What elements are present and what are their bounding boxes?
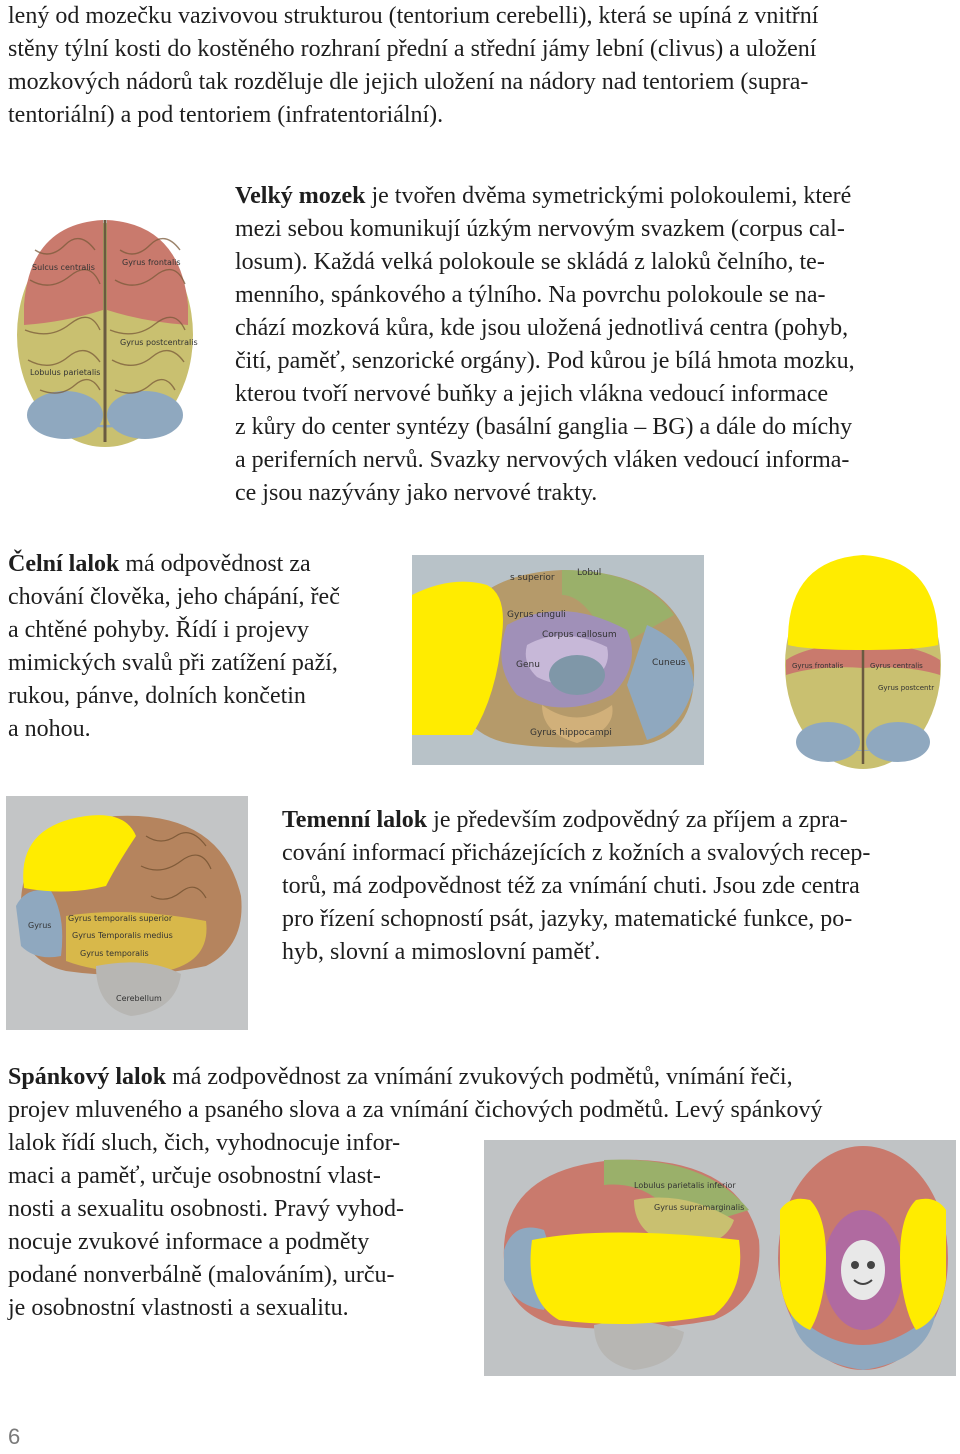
frontal-line: mimických svalů při zatížení paží, [8,650,338,676]
brain-lateral-illustration [6,796,248,1030]
label-gyrus-temporalis: Gyrus temporalis [80,949,149,958]
label-sulcus: Sulcus centralis [32,263,95,272]
cerebrum-line: čití, paměť, senzorické orgány). Pod kůrou je bílá hmota mozku, [235,348,855,374]
label-lobulus: Lobulus parietalis [30,368,101,377]
frontal-line: a nohou. [8,716,91,742]
label-cuneus: Cuneus [652,658,686,668]
parietal-paragraph [282,804,950,969]
parietal-line: hyb, slovní a mimoslovní paměť. [282,939,601,965]
brain-medial-illustration [412,555,704,765]
label-gyrus-temporalis-medius: Gyrus Temporalis medius [72,931,173,940]
frontal-term: Čelní lalok [8,551,120,577]
temporal-term: Spánkový lalok [8,1064,167,1090]
brain-temporal-lateral-figure [484,1140,770,1376]
brain-top-view-illustration [10,210,200,450]
cerebrum-term: Velký mozek [235,183,366,209]
temporal-paragraph-narrow [8,1127,452,1325]
label-genu: Genu [516,660,540,670]
label-gyrus-postcentr: Gyrus postcentr [878,684,935,692]
parietal-line: torů, má zodpovědnost též za vnímání chuti. Jsou zde centra [282,873,860,899]
label-gyrus-cinguli: Gyrus cinguli [507,610,566,620]
cerebrum-paragraph [235,180,951,510]
frontal-paragraph [8,548,382,746]
temporal-line: je osobnostní vlastnosti a sexualitu. [8,1295,349,1321]
label-gyrus-temporalis-superior: Gyrus temporalis superior [68,914,173,923]
cerebrum-line: mezi sebou komunikují úzkým nervovým svazkem (corpus cal- [235,216,845,242]
frontal-line: chování člověka, jeho chápání, řeč [8,584,340,610]
parietal-line: pro řízení schopností psát, jazyky, matematické funkce, po- [282,906,853,932]
intro-paragraph [8,0,952,132]
cerebrum-line: chází mozková kůra, kde jsou uložená jednotlivá centra (pohyb, [235,315,849,341]
temporal-line: podané nonverbálně (malováním), urču- [8,1262,395,1288]
temporal-line: projev mluveného a psaného slova a za vnímání čichových podmětů. Levý spánkový [8,1097,823,1123]
temporal-line: nosti a sexualitu osobnosti. Pravý vyhod- [8,1196,404,1222]
temporal-paragraph-wide [8,1061,950,1127]
frontal-line: a chtěné pohyby. Řídí i projevy [8,617,310,643]
cerebrum-line: a periferních nervů. Svazky nervových vláken vedoucí informa- [235,447,850,473]
label-gyrus-hippocampi: Gyrus hippocampi [530,728,612,738]
label-corpus-callosum: Corpus callosum [542,630,617,640]
label-lobul: Lobul [577,568,602,578]
intro-line: stěny týlní kosti do kostěného rozhraní přední a střední jámy lební (clivus) a uložení [8,36,817,62]
temporal-line: lalok řídí sluch, čich, vyhodnocuje infor- [8,1130,401,1156]
brain-top-view-figure [10,210,200,450]
cerebrum-line: kterou tvoří nervové buňky a jejich vlákna vedoucí informace [235,381,829,407]
brain-top-highlighted-illustration [778,550,948,772]
intro-line: mozkových nádorů tak rozděluje dle jejich uložení na nádory nad tentoriem (supra- [8,69,809,95]
cerebrum-line: ce jsou nazývány jako nervové trakty. [235,480,598,506]
cerebrum-line: je tvořen dvěma symetrickými polokoulemi, které [365,183,852,209]
brain-temporal-lateral-illustration [484,1140,770,1376]
brain-top-highlighted-figure [778,550,948,772]
frontal-line: rukou, pánve, dolních končetin [8,683,306,709]
label-gyrus-post: Gyrus postcentralis [120,338,198,347]
intro-line: lený od mozečku vazivovou strukturou (tentorium cerebelli), která se upíná z vnitřní [8,3,819,29]
temporal-line: má zodpovědnost za vnímání zvukových podmětů, vnímání řeči, [166,1064,793,1090]
intro-line: tentoriální) a pod tentoriem (infratentoriální). [8,102,444,128]
frontal-line: má odpovědnost za [119,551,311,577]
cerebrum-line: z kůry do center syntézy (basální ganglia – BG) a dále do míchy [235,414,853,440]
label-gyrus-frontalis: Gyrus frontalis [122,258,181,267]
brain-basal-illustration [770,1140,956,1376]
label-gyrus-supramarginalis: Gyrus supramarginalis [654,1203,745,1212]
parietal-term: Temenní lalok [282,807,428,833]
brain-medial-view-figure [412,555,704,765]
temporal-line: nocuje zvukové informace a podměty [8,1229,370,1255]
parietal-line: cování informací přicházejících z kožních a svalových recep- [282,840,871,866]
label-lobulus-parietalis-inferior: Lobulus parietalis inferior [634,1181,736,1190]
brain-basal-view-figure [770,1140,956,1376]
cerebrum-line: losum). Každá velká polokoule se skládá z laloků čelního, te- [235,249,825,275]
page-number: 6 [8,1424,21,1449]
label-gyrus-small: Gyrus [28,921,52,930]
label-gyrus-frontalis-2: Gyrus frontalis [792,662,844,670]
temporal-line: maci a paměť, určuje osobnostní vlast- [8,1163,381,1189]
cerebrum-line: menního, spánkového a týlního. Na povrchu polokoule se na- [235,282,826,308]
label-cerebellum: Cerebellum [116,994,162,1003]
parietal-line: je především zodpovědný za příjem a zpra- [427,807,848,833]
label-s-superior: s superior [510,573,555,583]
brain-lateral-view-figure [6,796,248,1030]
label-gyrus-centralis: Gyrus centralis [870,662,923,670]
